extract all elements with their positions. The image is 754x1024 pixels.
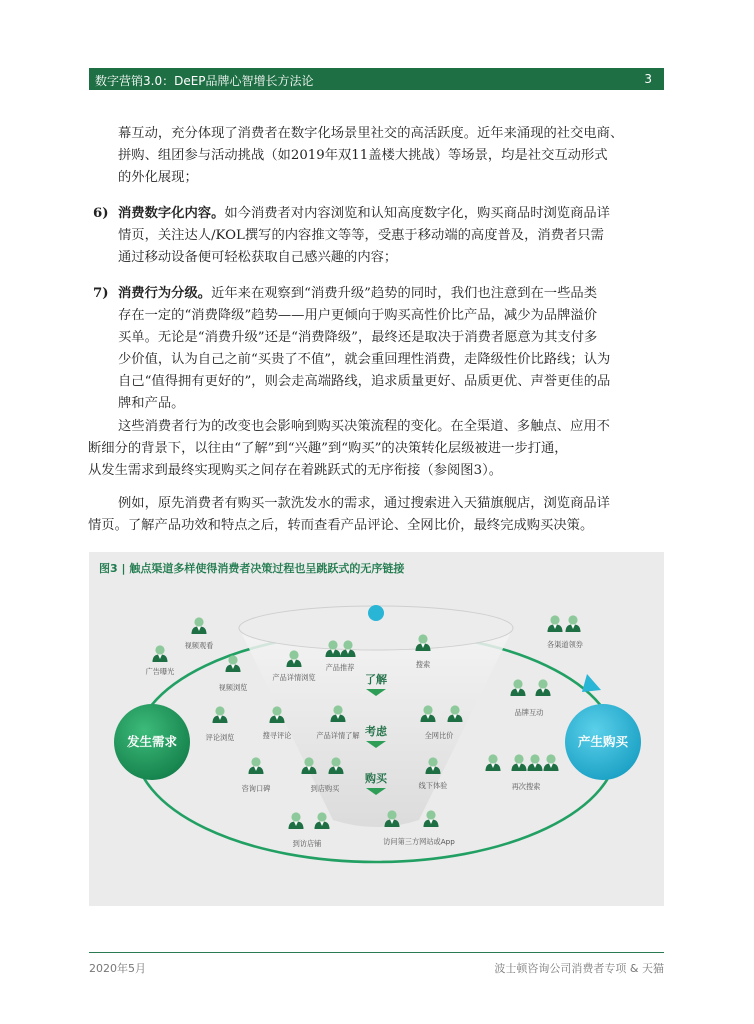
- text-line: 幕互动，充分体现了消费者在数字化场景里社交的高活跃度。近年来涌现的社交电商、: [118, 126, 624, 141]
- text-line: 少价值，认为自己之前“买贵了不值”，就会重回理性消费，走降级性价比路线；认为: [118, 352, 611, 367]
- end-label: 产生购买: [577, 734, 629, 749]
- stage-label-1: 了解: [365, 673, 387, 686]
- footer-divider: [89, 952, 664, 953]
- item-7-first-line: 近年来在观察到“消费升级”趋势的同时，我们也注意到在一些品类: [211, 286, 597, 301]
- page-number: 3: [644, 72, 652, 86]
- text-line: 拼购、组团参与活动挑战（如2019年双11盖楼大挑战）等场景，均是社交互动形式: [118, 148, 608, 163]
- touchpoint-label: 搜寻评论: [262, 731, 292, 740]
- touchpoint-label: 到访店铺: [292, 839, 322, 848]
- item-6-first-line: 如今消费者对内容浏览和认知高度数字化，购买商品时浏览商品详: [224, 206, 610, 221]
- touchpoint-label: 视频观看: [184, 641, 214, 650]
- touchpoint-label: 全网比价: [424, 731, 454, 740]
- item-7-heading: 消费行为分级。: [118, 286, 212, 301]
- text-line: [118, 203, 610, 225]
- touchpoint-label: 访问第三方网站或App: [383, 837, 455, 846]
- stage-label-2: 考虑: [365, 725, 387, 738]
- figure-title: 图3 | 触点渠道多样使得消费者决策过程也呈跳跃式的无序链接: [99, 562, 405, 575]
- funnel-marker-dot: [368, 605, 384, 621]
- touchpoint-label: 到店购买: [310, 784, 340, 793]
- footer-credit: 波士顿咨询公司消费者专项 & 天猫: [494, 962, 664, 975]
- stage-label-3: 购买: [365, 772, 387, 785]
- touchpoint-label: 产品详情浏览: [272, 673, 316, 682]
- text-line: 这些消费者行为的改变也会影响到购买决策流程的变化。在全渠道、多触点、应用不: [118, 419, 610, 434]
- text-line: 的外化展现；: [118, 170, 198, 185]
- page-header: [89, 68, 664, 90]
- start-label: 发生需求: [126, 734, 178, 749]
- text-line: 牌和产品。: [118, 396, 185, 411]
- text-line: 情页，关注达人/KOL撰写的内容推文等等，受惠于移动端的高度普及，消费者只需: [118, 228, 604, 243]
- item-number-7: 7): [93, 286, 109, 301]
- item-7-paragraph: [118, 283, 610, 415]
- touchpoint-ad-exposure: [146, 645, 175, 676]
- touchpoint-label: 各渠道领券: [547, 640, 583, 649]
- touchpoint-video-watch: [185, 617, 214, 650]
- touchpoint-store-visit: [289, 812, 330, 848]
- touchpoint-brand-interaction: [511, 679, 551, 717]
- touchpoint-label: 视频浏览: [218, 683, 248, 692]
- touchpoint-label: 产品详情了解: [316, 731, 360, 740]
- touchpoint-search-again: [486, 754, 559, 791]
- figure-3: [89, 552, 664, 906]
- touchpoint-label: 再次搜索: [511, 782, 541, 791]
- decision-journey-diagram: [89, 552, 664, 906]
- touchpoint-label: 产品推荐: [325, 663, 355, 672]
- intro-paragraph: [118, 123, 623, 189]
- touchpoint-label: 咨询口碑: [241, 784, 271, 793]
- text-line: 断细分的背景下，以往由“了解”到“兴趣”到“购买”的决策转化层级被进一步打通，: [88, 441, 568, 456]
- touchpoint-label: 搜索: [415, 660, 431, 669]
- touchpoint-label: 评论浏览: [205, 733, 235, 742]
- text-line: 例如，原先消费者有购买一款洗发水的需求，通过搜索进入天猫旗舰店，浏览商品详: [118, 496, 610, 511]
- body-paragraph-1: [88, 416, 610, 482]
- item-6-heading: 消费数字化内容。: [118, 206, 225, 221]
- touchpoint-label: 线下体验: [418, 781, 448, 790]
- text-line: 情页。了解产品功效和特点之后，转而查看产品评论、全网比价，最终完成购买决策。: [88, 518, 594, 533]
- text-line: [118, 283, 610, 305]
- touchpoint-label: 广告曝光: [145, 667, 175, 676]
- touchpoint-coupon-channels: [547, 615, 583, 649]
- touchpoint-video-browse: [219, 655, 248, 692]
- footer-date: 2020年5月: [89, 962, 146, 975]
- item-number-6: 6): [93, 206, 109, 221]
- touchpoint-label: 品牌互动: [514, 708, 544, 717]
- arrow-icon: [582, 674, 601, 692]
- text-line: 存在一定的“消费降级”趋势——用户更倾向于购买高性价比产品，减少为品牌溢价: [118, 308, 597, 323]
- text-line: 买单。无论是“消费升级”还是“消费降级”，最终还是取决于消费者愿意为其支付多: [118, 330, 598, 345]
- item-6-paragraph: [118, 203, 610, 269]
- touchpoint-review-browse: [206, 706, 235, 742]
- text-line: 通过移动设备便可轻松获取自己感兴趣的内容；: [118, 250, 398, 265]
- body-paragraph-2: [88, 493, 610, 537]
- text-line: 自己“值得拥有更好的”，则会走高端路线，追求质量更好、品质更优、声誉更佳的品: [118, 374, 611, 389]
- text-line: 从发生需求到最终实现购买之间存在着跳跃式的无序衔接（参阅图3）。: [88, 463, 503, 478]
- header-title: 数字营销3.0：DeEP品牌心智增长方法论: [95, 74, 314, 88]
- touchpoint-word-of-mouth: [242, 757, 271, 793]
